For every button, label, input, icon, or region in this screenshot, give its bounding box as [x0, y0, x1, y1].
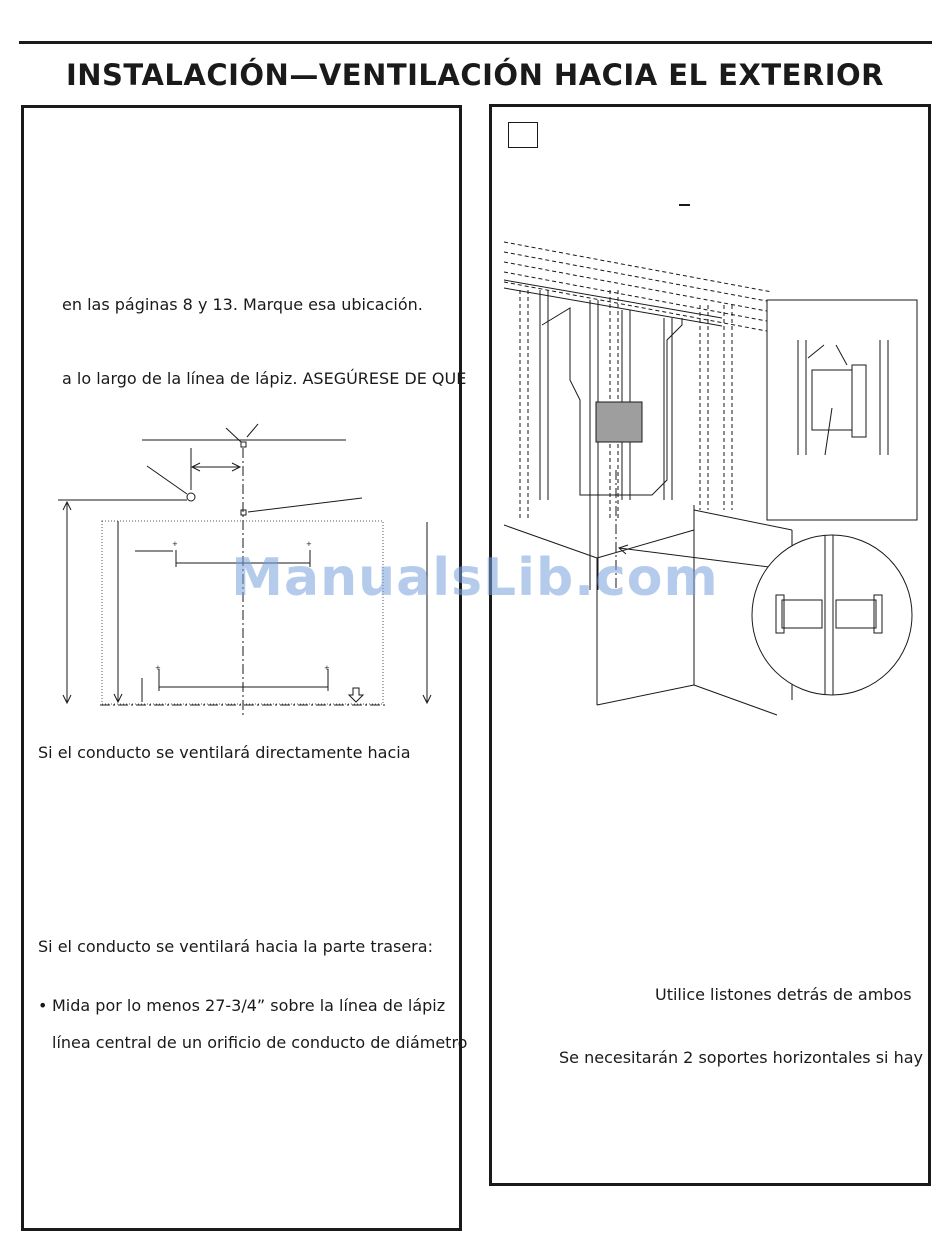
right-text-battens: Utilice listones detrás de ambos — [655, 985, 912, 1004]
page-title: INSTALACIÓN—VENTILACIÓN HACIA EL EXTERIOR — [65, 58, 885, 92]
wall-framing-illustration — [492, 230, 928, 750]
svg-text:+: + — [155, 664, 161, 672]
top-rule — [19, 41, 932, 44]
left-text-centerline: línea central de un orificio de conducto de diámetro — [52, 1033, 468, 1052]
step-dash — [679, 204, 690, 206]
svg-text:+: + — [172, 540, 178, 548]
watermark: ManualsLib.com — [231, 548, 719, 608]
right-text-supports: Se necesitarán 2 soportes horizontales si hay — [559, 1048, 923, 1067]
left-text-vent-direct: Si el conducto se ventilará directamente hacia — [38, 743, 411, 762]
left-text-pages-ref: en las páginas 8 y 13. Marque esa ubicación. — [62, 295, 423, 314]
svg-text:+: + — [324, 664, 330, 672]
left-text-vent-rear: Si el conducto se ventilará hacia la parte trasera: — [38, 937, 433, 956]
svg-text:+: + — [306, 540, 312, 548]
left-text-pencil-line: a lo largo de la línea de lápiz. ASEGÚRESE DE QUE — [62, 369, 467, 388]
step-number-box — [508, 122, 538, 148]
left-text-measure: Mida por lo menos 27-3/4” sobre la línea de lápiz — [52, 996, 446, 1015]
bullet-marker: • — [38, 996, 48, 1015]
